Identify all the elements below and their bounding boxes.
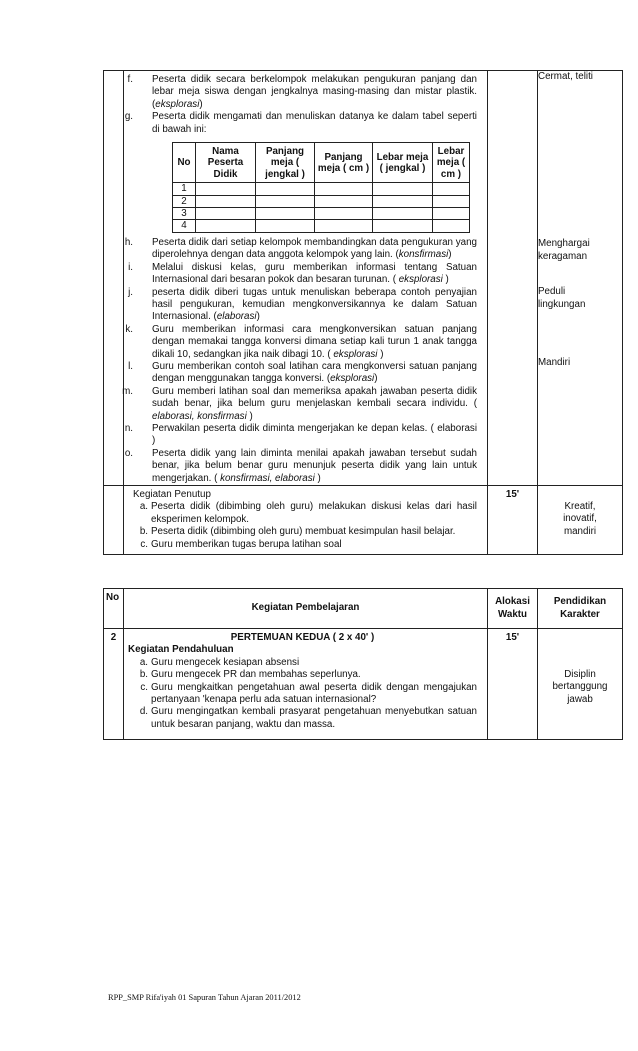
list-text: Guru mengecek PR dan membahas seperlunya. [151,669,361,681]
karakter-cermat: Cermat, teliti [538,71,593,82]
list-marker: m . [104,386,133,398]
list-marker: j . [104,287,133,299]
list-suffix: ) [374,373,378,385]
pendahuluan-cell [124,629,488,740]
list-suffix: ) [377,348,384,360]
penutup-karakter [538,486,623,555]
list-text: Guru memberi latihan soal dan memeriksa apakah jawaban peserta didik sudah benar, jika belum guru menjelaskan kembali secara individu. ( [152,385,477,410]
karakter-menghargai: Menghargai keragaman [538,238,590,262]
list-marker: a . [124,657,148,669]
list-italic: konsfirmasi [398,249,449,261]
measurement-cell-empty [373,183,433,195]
measurement-cell-empty [433,195,470,207]
pendahuluan-item-c [124,682,477,707]
list-italic: elaborasi, konsfirmasi [152,410,247,422]
list-italic: elaborasi [216,311,257,323]
list-marker: b . [124,526,148,538]
measurement-header-4: Lebar meja ( jengkal ) [373,143,433,183]
measurement-cell-empty [256,220,315,232]
meeting2-row [104,629,623,740]
header-alokasi [488,589,538,629]
measurement-cell-empty [315,220,373,232]
page-footer: RPP_SMP Rifa'iyah 01 Sapuran Tahun Ajaran 2011/2012 [108,993,301,1002]
list-marker: c . [124,682,148,694]
measurement-row-no: 2 [173,195,196,207]
measurement-cell-empty [196,183,256,195]
row-karakter-text: Disiplin bertanggung jawab [552,669,608,705]
row-karakter [538,629,623,740]
penutup-waktu: 15' [488,486,538,555]
header-alokasi-text: Alokasi Waktu [495,596,530,620]
list-italic: eksplorasi [333,348,378,360]
list-marker: k . [104,324,133,336]
measurement-table-body [173,183,470,233]
measurement-table-header [173,143,470,183]
list-text: Peserta didik yang lain diminta menilai apakah jawaban tersebut sudah benar, jika belum benar guru menunjuk peserta didik yang lain untuk mengerjakan. ( [152,447,477,484]
list-marker: i . [104,262,133,274]
header-no: No [104,589,124,629]
measurement-cell-empty [315,183,373,195]
list-marker: l . [104,361,133,373]
measurement-cell-empty [196,208,256,220]
karakter-cell [538,71,623,486]
penutup-karakter-text: Kreatif, inovatif, mandiri [563,501,597,537]
pendahuluan-item-a [124,657,477,669]
penutup-item-b [124,526,477,538]
measurement-table [172,142,470,233]
inti-item-o [104,448,487,485]
measurement-row-no: 1 [173,183,196,195]
header-pendidikan [538,589,623,629]
pendahuluan-item-b [124,669,477,681]
penutup-list [124,501,477,551]
list-marker: o . [104,448,133,460]
measurement-cell-empty [433,208,470,220]
measurement-cell-empty [315,195,373,207]
measurement-cell-empty [256,183,315,195]
inti-item-m [104,386,487,423]
list-text: peserta didik diberi tugas untuk menuliskan beberapa contoh penyajian hasil pengukuran, kemudian mengkonversikannya ke dalam Satuan Internasional. ( [152,286,477,323]
list-text: Peserta didik mengamati dan menuliskan datanya ke dalam tabel seperti di bawah ini: [152,111,477,135]
inti-item-j [104,287,487,324]
measurement-cell-empty [196,220,256,232]
no-cell-empty [104,486,124,555]
pendahuluan-title: Kegiatan Pendahuluan [128,644,234,656]
list-text: Guru mengkaitkan pengetahuan awal peserta didik dengan mengajukan pertanyaan 'kenapa perlu ada satuan internasional? [151,681,477,706]
measurement-header-3: Panjang meja ( cm ) [315,143,373,183]
penutup-row [104,486,623,555]
list-suffix: ) [256,311,260,323]
list-text: Guru memberikan tugas berupa latihan soal [151,538,342,550]
measurement-header-2: Panjang meja ( jengkal ) [256,143,315,183]
list-text: Peserta didik (dibimbing oleh guru) membuat kesimpulan hasil belajar. [151,526,456,538]
list-text: Guru mengecek kesiapan absensi [151,656,300,668]
list-suffix: ) [199,98,203,110]
list-marker: f . [104,74,133,86]
list-text: Guru mengingatkan kembali prasyarat pengetahuan menyebutkan satuan untuk besaran panjang, waktu dan massa. [151,706,477,730]
measurement-row-no: 4 [173,220,196,232]
list-suffix: ) [246,410,253,422]
penutup-item-c [124,539,477,551]
list-marker: b . [124,669,148,681]
measurement-cell-empty [315,208,373,220]
list-marker: n . [104,423,133,435]
list-text: Peserta didik dari setiap kelompok membandingkan data pengukuran yang diperolehnya dengan data anggota kelompok yang lain. ( [152,236,477,261]
measurement-header-5: Lebar meja ( cm ) [433,143,470,183]
inti-list-part1 [104,74,487,136]
measurement-cell-empty [256,195,315,207]
list-suffix: ) [314,472,321,484]
penutup-item-a [124,501,477,526]
measurement-row [173,195,470,207]
list-text: Guru memberikan informasi cara mengkonversikan satuan panjang dengan memakai tangga konversi dimana setiap kali turun 1 anak tangga dikali 10, sedangkan jika naik dibagi 10. ( [152,323,477,360]
kegiatan-inti-cell [124,71,488,486]
list-italic: konsfirmasi, elaborasi [220,472,315,484]
inti-item-f [104,74,487,111]
penutup-title: Kegiatan Penutup [133,489,211,500]
measurement-row-no: 3 [173,208,196,220]
list-marker: g . [104,111,133,123]
inti-item-l [104,361,487,386]
measurement-row [173,208,470,220]
waktu-cell-empty [488,71,538,486]
list-marker: a . [124,501,148,513]
pertemuan-title: PERTEMUAN KEDUA ( 2 x 40' ) [230,632,375,643]
list-italic: eksplorasi [330,373,375,385]
list-marker: h . [104,237,133,249]
pendahuluan-item-d [124,706,477,731]
header-row [104,589,623,629]
inti-list-part2 [104,237,487,485]
measurement-row [173,220,470,232]
measurement-cell-empty [196,195,256,207]
list-text: Melalui diskusi kelas, guru memberikan informasi tentang Satuan Internasional dari besaran pokok dan besaran turunan. ( [152,261,477,286]
inti-item-h [104,237,487,262]
list-text: Perwakilan peserta didik diminta mengerjakan ke depan kelas. ( elaborasi ) [152,422,477,447]
measurement-cell-empty [433,183,470,195]
list-suffix: ) [442,274,449,286]
inti-item-g [104,111,487,136]
kegiatan-penutup-cell [124,486,488,555]
header-kegiatan: Kegiatan Pembelajaran [124,589,488,629]
list-text: Guru memberikan contoh soal latihan cara mengkonversi satuan panjang dengan menggunakan tangga konversi. ( [152,360,477,385]
activity-table-continued [103,70,623,555]
list-italic: eksplorasi [155,98,200,110]
list-text: Peserta didik (dibimbing oleh guru) melakukan diskusi kelas dari hasil eksperimen kelompok. [151,501,477,525]
inti-item-n [104,423,487,448]
row-waktu: 15' [488,629,538,740]
karakter-mandiri: Mandiri [538,357,571,369]
pendahuluan-list [124,657,477,731]
row-no: 2 [104,629,124,740]
measurement-cell-empty [373,220,433,232]
karakter-peduli: Peduli lingkungan [538,286,586,310]
measurement-cell-empty [433,220,470,232]
inti-row [104,71,623,486]
inti-item-i [104,262,487,287]
inti-item-k [104,324,487,361]
measurement-header-0: No [173,143,196,183]
list-marker: c . [124,539,148,551]
measurement-cell-empty [373,208,433,220]
measurement-cell-empty [373,195,433,207]
header-pendidikan-text: Pendidikan Karakter [553,596,607,620]
list-suffix: ) [448,249,452,261]
measurement-cell-empty [256,208,315,220]
list-text: Peserta didik secara berkelompok melakukan pengukuran panjang dan lebar meja siswa dengan jengkalnya masing-masing dan mistar plastik. ( [152,74,477,110]
measurement-row [173,183,470,195]
list-marker: d . [124,706,148,718]
activity-table-meeting2 [103,588,623,740]
measurement-header-1: Nama Peserta Didik [196,143,256,183]
list-italic: eksplorasi [398,274,443,286]
